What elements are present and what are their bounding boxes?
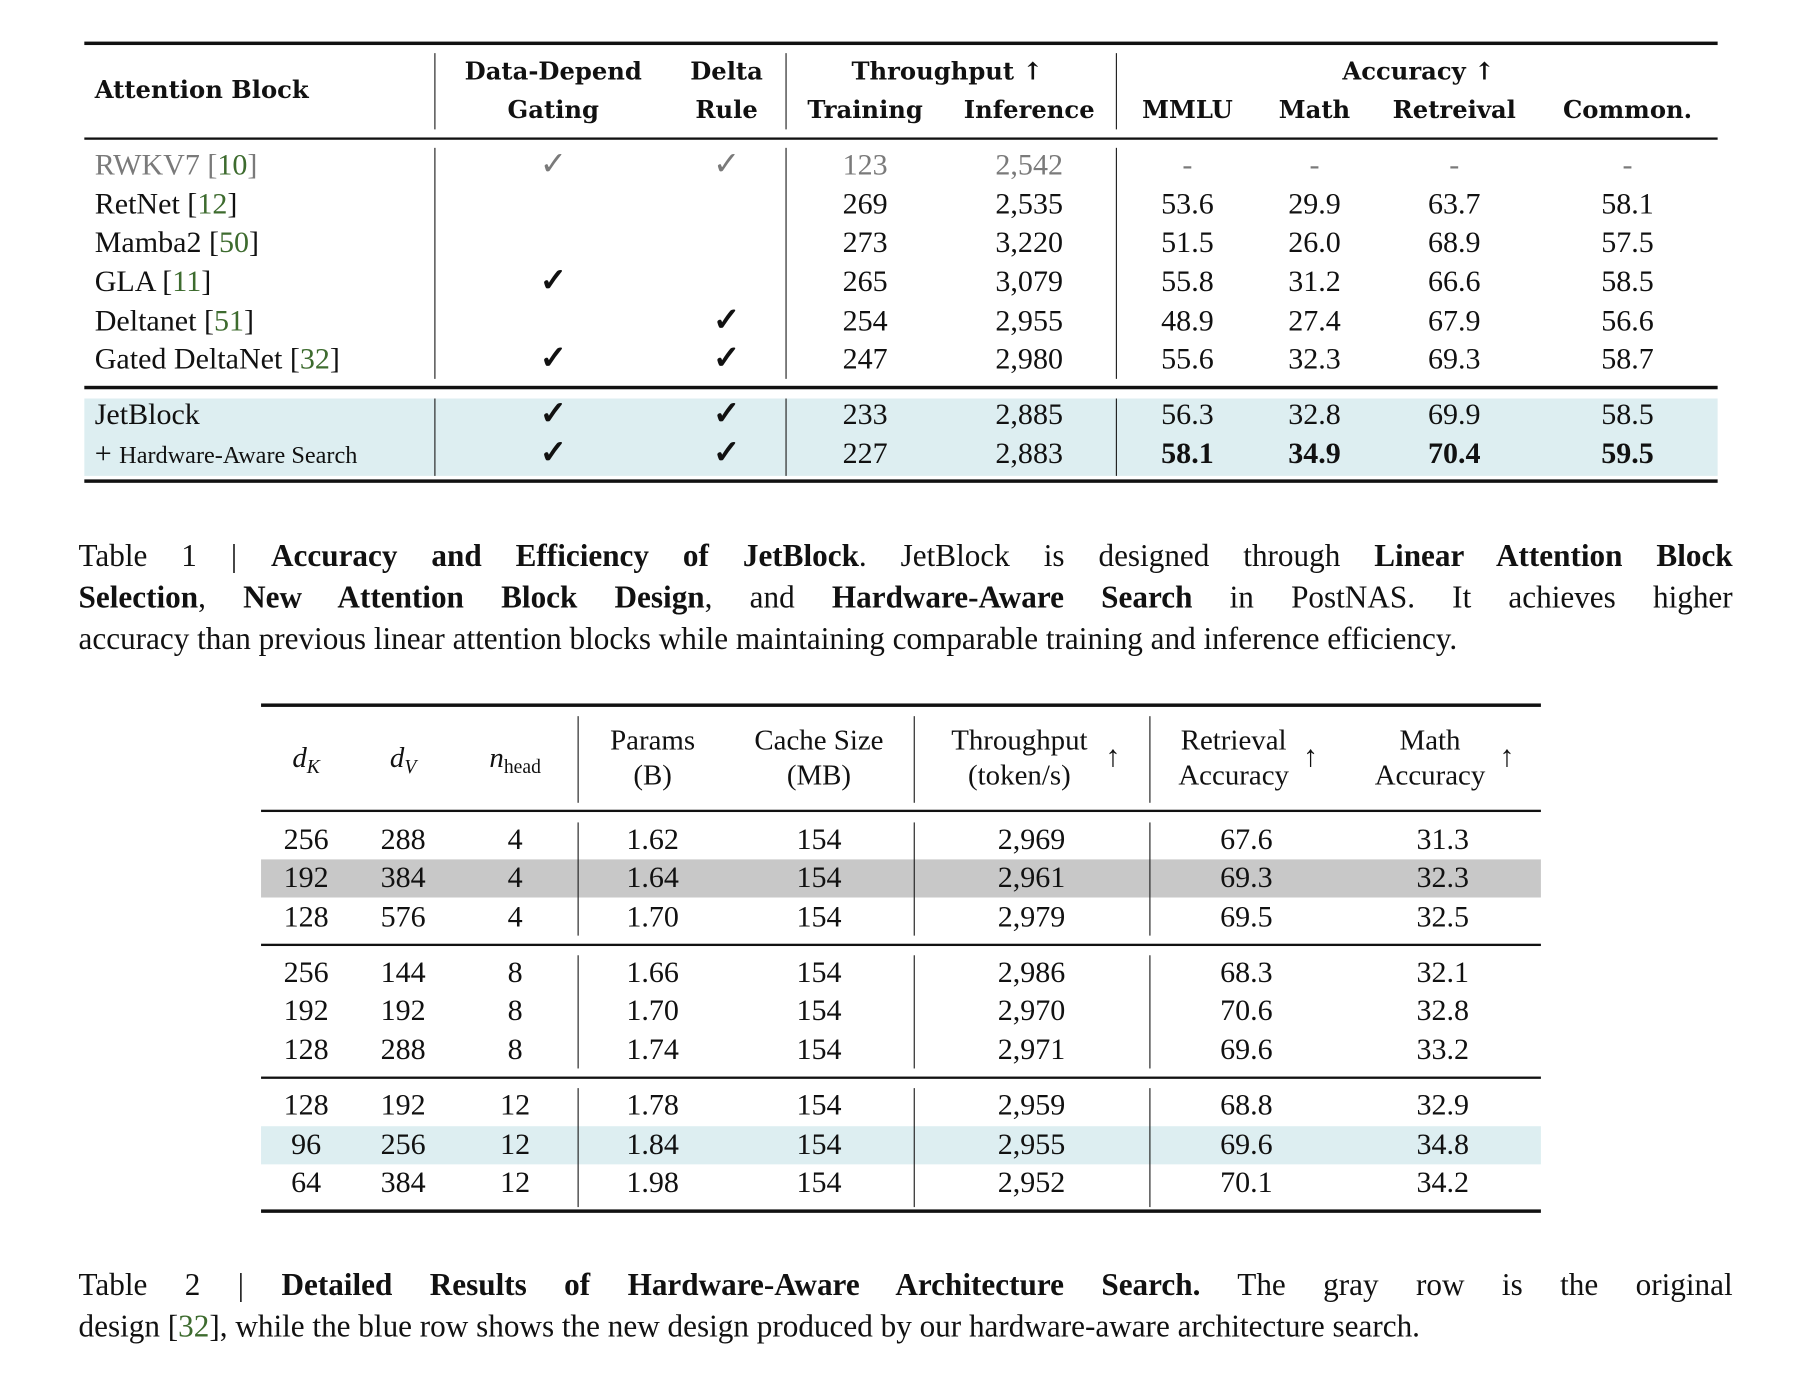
table-row	[0, 185, 1802, 224]
cell-common: 58.5	[1601, 264, 1654, 299]
cell-common: -	[1622, 147, 1633, 182]
cell: 192	[380, 1088, 426, 1122]
cell-math: 31.2	[1288, 264, 1341, 299]
caption-text: Linear Attention Block	[1374, 538, 1733, 573]
table-row	[0, 1030, 1802, 1069]
group-rule	[261, 1077, 1541, 1079]
header-throughput	[936, 724, 1103, 793]
cell-inference: 3,220	[995, 225, 1063, 259]
caption-line	[79, 535, 1733, 577]
cell: 12	[500, 1165, 531, 1199]
cell-training: 227	[842, 436, 888, 471]
cell: 2,986	[997, 955, 1066, 989]
cell: 4	[507, 860, 523, 895]
cell: 69.3	[1220, 860, 1273, 895]
cell: 2,955	[997, 1127, 1066, 1161]
cell: 154	[796, 1088, 842, 1122]
caption-text: Table 2 |	[78, 1267, 282, 1302]
bottom-rule	[261, 1209, 1541, 1212]
cell-training: 269	[842, 187, 888, 221]
caption-line	[79, 1264, 1733, 1306]
cell-inference: 2,955	[995, 303, 1063, 338]
header-gating: Gating	[507, 94, 600, 124]
checkmark-icon: ✓	[713, 340, 741, 377]
cell-retrieval: 67.9	[1427, 303, 1481, 338]
caption-line	[79, 576, 1733, 618]
dv-symbol: d	[389, 742, 405, 774]
cell: 144	[380, 955, 426, 989]
cell: 96	[291, 1127, 322, 1161]
cell: 12	[500, 1088, 531, 1122]
top-rule	[84, 42, 1717, 45]
header-params-line1: Params	[610, 725, 696, 757]
caption-text: Accuracy and Efficiency of JetBlock	[271, 538, 859, 573]
dv-subscript: V	[404, 755, 417, 778]
caption-text: design [	[78, 1308, 179, 1344]
cell: 4	[507, 822, 523, 856]
cell-retrieval: 69.9	[1427, 397, 1481, 431]
cell: 1.98	[626, 1165, 679, 1199]
divider	[578, 716, 579, 803]
header-dk	[260, 742, 352, 785]
row-label: JetBlock	[94, 397, 200, 431]
cell-inference: 2,542	[995, 147, 1063, 182]
cell: 8	[507, 1032, 523, 1067]
header-throughput: Throughput ↑	[851, 56, 1043, 86]
table-1-caption	[79, 535, 1733, 660]
cell-common: 58.7	[1601, 341, 1654, 376]
cell-inference: 2,980	[995, 341, 1063, 376]
cell: 154	[796, 1165, 842, 1199]
header-retrieval-line2: Accuracy	[1178, 760, 1289, 792]
header-cache-size	[732, 724, 905, 793]
header-attention-block: Attention Block	[94, 75, 309, 104]
caption-line	[79, 618, 1733, 660]
table-row	[0, 223, 1802, 262]
cell: 192	[283, 860, 329, 895]
cell-mmlu: 53.6	[1161, 187, 1214, 221]
cell: 154	[796, 1032, 842, 1067]
table-row	[0, 1125, 1802, 1164]
citation-link[interactable]: 32	[178, 1308, 210, 1344]
header-throughput-line1: Throughput	[951, 725, 1088, 757]
row-name: Gated DeltaNet [32]	[94, 341, 340, 376]
cell: 70.1	[1220, 1165, 1273, 1199]
header-data-depend: Data-Depend	[464, 56, 642, 86]
header-math-accuracy	[1361, 724, 1500, 793]
cell: 69.6	[1220, 1032, 1273, 1067]
header-retrieval-accuracy	[1164, 724, 1303, 793]
cell-common: 57.5	[1601, 225, 1654, 259]
plus-sign: +	[94, 436, 120, 471]
cell-mmlu: 51.5	[1161, 225, 1214, 259]
caption-text: accuracy than previous linear attention blocks while maintaining comparable training and inference efficiency.	[78, 621, 1458, 657]
cell: 32.5	[1416, 899, 1469, 934]
cell: 2,959	[997, 1088, 1066, 1122]
cell: 1.70	[626, 899, 679, 934]
cell-training: 254	[842, 303, 888, 338]
header-retrieval-line1: Retrieval	[1180, 725, 1287, 757]
table-row	[0, 898, 1802, 937]
caption-text: ,	[198, 579, 244, 615]
table-row	[0, 820, 1802, 859]
cell: 68.3	[1220, 955, 1273, 989]
checkmark-icon: ✓	[713, 146, 741, 183]
header-accuracy: Accuracy ↑	[1342, 56, 1495, 86]
cell: 1.70	[626, 993, 679, 1027]
table-row	[0, 1086, 1802, 1125]
cell-math: 32.3	[1288, 341, 1341, 376]
header-math-line1: Math	[1399, 725, 1461, 757]
checkmark-icon: ✓	[539, 263, 567, 300]
table-row	[0, 301, 1802, 340]
table-row	[0, 434, 1802, 473]
mid-rule	[84, 137, 1717, 139]
cell-mmlu: 56.3	[1161, 397, 1214, 431]
cell: 154	[796, 993, 842, 1027]
cell: 2,961	[997, 860, 1066, 895]
citation-link[interactable]: 32	[299, 341, 330, 376]
divider	[914, 716, 915, 803]
header-throughput-line2: (token/s)	[968, 760, 1071, 792]
checkmark-icon: ✓	[539, 340, 567, 377]
cell: 2,969	[997, 822, 1066, 856]
caption-text: in PostNAS. It achieves higher	[1192, 579, 1733, 615]
cell: 34.2	[1416, 1165, 1469, 1199]
cell: 1.64	[626, 860, 679, 895]
header-params	[583, 724, 722, 793]
cell: 33.2	[1416, 1032, 1469, 1067]
cell-inference: 2,535	[995, 187, 1063, 221]
header-params-line2: (B)	[633, 760, 672, 792]
checkmark-icon: ✓	[539, 435, 567, 472]
cell: 2,970	[997, 993, 1066, 1027]
cell-retrieval: 69.3	[1427, 341, 1481, 376]
cell: 154	[796, 899, 842, 934]
cell: 288	[380, 822, 426, 856]
header-common: Common.	[1562, 94, 1693, 124]
header-math: Math	[1278, 94, 1351, 124]
caption-text: Detailed Results of Hardware-Aware Architecture Search.	[281, 1267, 1201, 1302]
table-row	[0, 395, 1802, 434]
cell: 154	[796, 822, 842, 856]
cell-mmlu: 55.6	[1161, 341, 1214, 376]
caption-text: Selection	[78, 579, 199, 615]
nhead-symbol: n	[489, 742, 504, 774]
mid-rule	[261, 810, 1541, 812]
cell: 128	[283, 899, 329, 934]
caption-text: Hardware-Aware Search	[831, 579, 1193, 615]
cell: 4	[507, 899, 523, 934]
header-dv	[357, 742, 449, 785]
cell-common: 58.5	[1601, 397, 1654, 431]
cell-math: 32.8	[1288, 397, 1341, 431]
caption-text: ], while the blue row shows the new design produced by our hardware-aware architecture search.	[209, 1308, 1420, 1344]
cell-inference: 3,079	[995, 264, 1063, 299]
group-rule	[261, 944, 1541, 946]
cell-retrieval: 63.7	[1427, 187, 1481, 221]
caption-text: New Attention Block Design	[243, 579, 705, 615]
up-arrow-icon: ↑	[1105, 739, 1121, 773]
cell: 70.6	[1220, 993, 1273, 1027]
header-nhead	[457, 742, 573, 785]
header-math-line2: Accuracy	[1374, 760, 1486, 792]
cell-mmlu: 58.1	[1161, 436, 1214, 471]
cell: 69.5	[1220, 899, 1273, 934]
row-name: Deltanet [51]	[94, 303, 255, 338]
cell: 2,979	[997, 899, 1066, 934]
cell: 154	[796, 860, 842, 895]
header-delta: Delta	[690, 56, 763, 86]
checkmark-icon: ✓	[539, 146, 567, 183]
row-name	[95, 395, 200, 434]
cell: 64	[291, 1165, 322, 1199]
row-label: RWKV7	[94, 147, 200, 182]
header-mmlu: MMLU	[1142, 94, 1233, 124]
cell: 154	[796, 1127, 842, 1161]
citation-link[interactable]: 50	[218, 225, 250, 259]
cell: 2,971	[997, 1032, 1066, 1067]
row-name: RetNet [12]	[94, 187, 238, 221]
cell: 8	[507, 993, 523, 1027]
cell-mmlu: 55.8	[1161, 264, 1214, 299]
cell: 32.1	[1416, 955, 1469, 989]
up-arrow-icon: ↑	[1302, 739, 1318, 773]
cell: 1.66	[626, 955, 679, 989]
cell: 32.3	[1416, 860, 1469, 895]
cell-retrieval: -	[1449, 147, 1460, 182]
table-row	[0, 953, 1802, 992]
divider	[785, 53, 786, 129]
cell: 256	[283, 955, 329, 989]
citation-link[interactable]: 51	[213, 303, 245, 338]
cell-math: 26.0	[1288, 225, 1341, 259]
cell-math: 29.9	[1288, 187, 1341, 221]
dk-subscript: K	[306, 755, 320, 778]
cell-inference: 2,883	[995, 436, 1063, 471]
row-label: Gated DeltaNet	[94, 341, 283, 376]
table-row	[0, 858, 1802, 897]
cell: 31.3	[1416, 822, 1469, 856]
cell: 1.84	[626, 1127, 679, 1161]
cell-training: 273	[842, 225, 888, 259]
row-label: Hardware-Aware Search	[119, 441, 358, 469]
table-row	[0, 262, 1802, 301]
caption-text: . JetBlock is designed through	[858, 538, 1375, 573]
cell-retrieval: 70.4	[1427, 436, 1481, 471]
divider	[434, 53, 435, 129]
row-name: RWKV7 [10]	[94, 147, 258, 182]
checkmark-icon: ✓	[539, 396, 567, 433]
checkmark-icon: ✓	[713, 435, 741, 472]
cell: 1.62	[626, 822, 679, 856]
citation-link[interactable]: 10	[217, 147, 248, 182]
cell: 67.6	[1220, 822, 1273, 856]
cell: 384	[380, 1165, 426, 1199]
cell: 192	[283, 993, 329, 1027]
caption-line	[79, 1305, 1733, 1347]
header-training: Training	[807, 94, 923, 124]
header-inference: Inference	[963, 94, 1095, 124]
caption-text: , and	[704, 579, 832, 615]
cell: 576	[380, 899, 426, 934]
row-label: GLA	[94, 264, 155, 299]
cell: 68.8	[1220, 1088, 1273, 1122]
cell: 2,952	[997, 1165, 1066, 1199]
divider	[1149, 716, 1150, 803]
cell-inference: 2,885	[995, 397, 1063, 431]
cell: 128	[283, 1088, 329, 1122]
checkmark-icon: ✓	[713, 302, 741, 339]
cell: 8	[507, 955, 523, 989]
dk-symbol: d	[292, 742, 307, 774]
table-row	[0, 991, 1802, 1030]
cell-common: 56.6	[1601, 303, 1654, 338]
nhead-subscript: head	[503, 755, 541, 778]
cell: 256	[283, 822, 329, 856]
checkmark-icon: ✓	[713, 396, 741, 433]
cell: 128	[283, 1032, 329, 1067]
cell-common: 58.1	[1601, 187, 1654, 221]
cell: 192	[380, 993, 426, 1027]
cell: 256	[380, 1127, 426, 1161]
cell: 1.78	[626, 1088, 679, 1122]
row-name: GLA [11]	[94, 264, 212, 299]
table-2-caption	[79, 1264, 1733, 1347]
cell-mmlu: -	[1182, 147, 1193, 182]
cell-mmlu: 48.9	[1161, 303, 1214, 338]
divider	[1116, 53, 1117, 129]
row-label: RetNet	[94, 187, 180, 221]
cell: 12	[500, 1127, 531, 1161]
caption-text: Table 1 |	[78, 538, 272, 573]
cell: 69.6	[1220, 1127, 1273, 1161]
cell-common: 59.5	[1601, 436, 1654, 471]
cell: 34.8	[1416, 1127, 1469, 1161]
citation-link[interactable]: 12	[197, 187, 228, 221]
cell: 288	[380, 1032, 426, 1067]
cell-training: 233	[842, 397, 888, 431]
citation-link[interactable]: 11	[172, 264, 202, 299]
cell-training: 265	[842, 264, 888, 299]
row-name	[95, 434, 358, 474]
row-name: Mamba2 [50]	[94, 225, 260, 259]
row-label: Deltanet	[94, 303, 197, 338]
cell-training: 123	[842, 147, 888, 182]
cell: 32.9	[1416, 1088, 1469, 1122]
row-label: Mamba2	[94, 225, 202, 259]
table-row	[0, 146, 1802, 185]
cell-math: 27.4	[1288, 303, 1341, 338]
header-cache-line2: (MB)	[786, 760, 852, 792]
table-row	[0, 1163, 1802, 1202]
cell: 32.8	[1416, 993, 1469, 1027]
cell-training: 247	[842, 341, 888, 376]
header-cache-line1: Cache Size	[754, 725, 884, 757]
cell: 1.74	[626, 1032, 679, 1067]
table-row	[0, 340, 1802, 379]
header-rule: Rule	[695, 94, 758, 124]
header-retrieval: Retreival	[1392, 94, 1516, 124]
top-rule	[261, 703, 1541, 706]
bottom-rule	[84, 479, 1717, 482]
cell: 154	[796, 955, 842, 989]
cell-math: 34.9	[1288, 436, 1341, 471]
up-arrow-icon: ↑	[1499, 739, 1515, 773]
group-rule	[84, 386, 1717, 389]
cell: 384	[380, 860, 426, 895]
cell-retrieval: 68.9	[1427, 225, 1481, 259]
caption-text: The gray row is the original	[1200, 1267, 1733, 1302]
cell-math: -	[1309, 147, 1320, 182]
cell-retrieval: 66.6	[1427, 264, 1481, 299]
